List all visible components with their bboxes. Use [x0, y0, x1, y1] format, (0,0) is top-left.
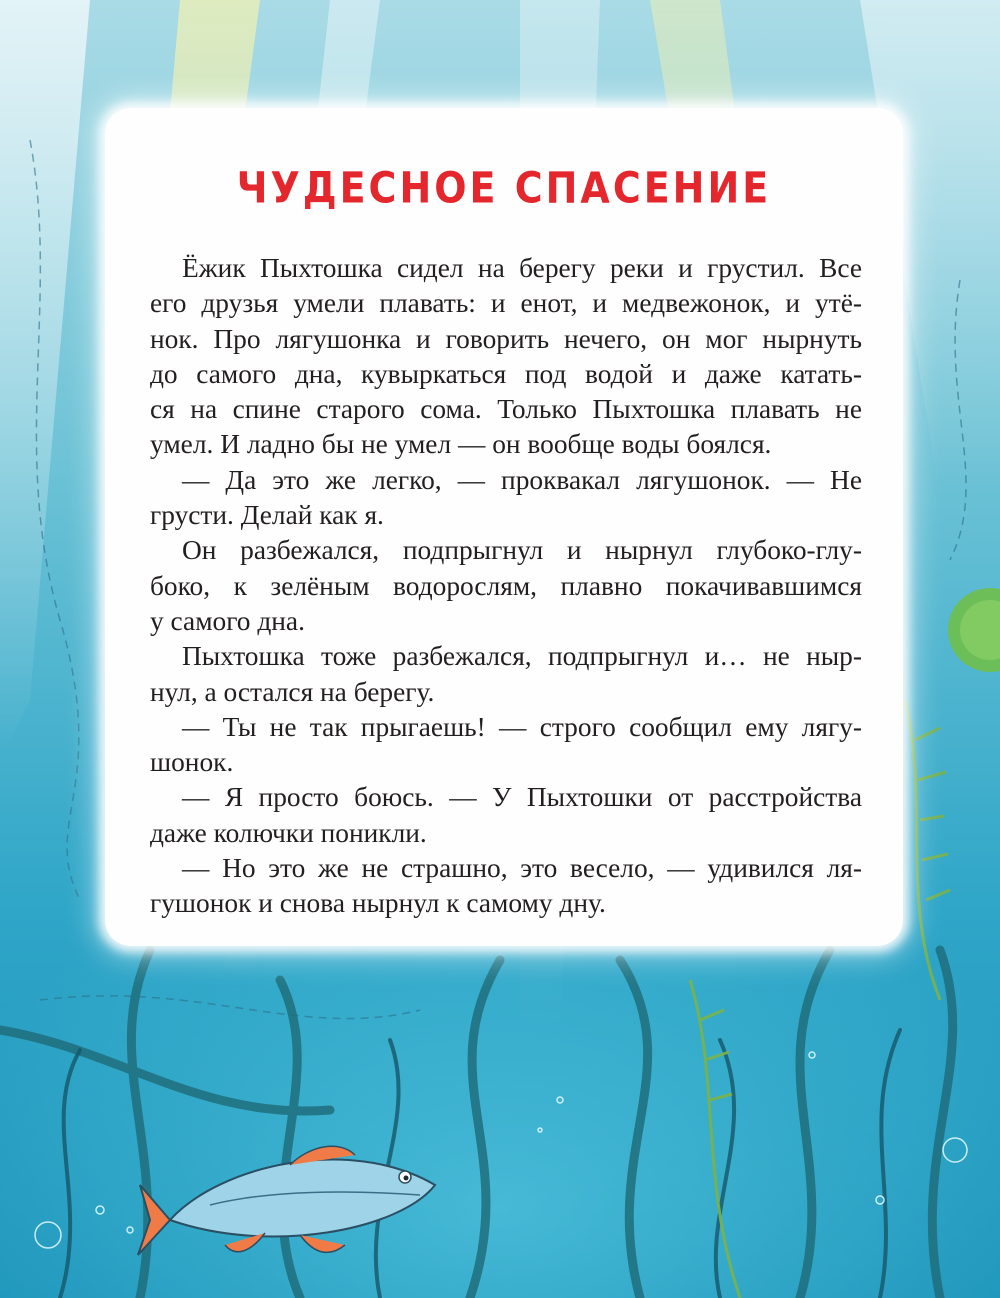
story-line: — Но это же не страшно, это весело, — удивился ля-	[182, 853, 862, 884]
story-line: шонок.	[150, 747, 234, 778]
story-line: боко, к зелёным водорослям, плавно покачивавшимся	[150, 570, 862, 601]
story-line: Ёжик Пыхтошка сидел на берегу реки и грустил. Все	[182, 253, 862, 283]
story-line: — Я просто боюсь. — У Пыхтошки от расстройства	[182, 782, 862, 813]
story-line: его друзья умели плавать: и енот, и медвежонок, и утё-	[150, 288, 862, 319]
story-line: гушонок и снова нырнул к самому дну.	[150, 888, 606, 919]
story-line: Он разбежался, подпрыгнул и нырнул глубоко-глу-	[182, 535, 862, 566]
story-line: Пыхтошка тоже разбежался, подпрыгнул и… не ныр-	[182, 641, 862, 672]
story-line: ся на спине старого сома. Только Пыхтошка плавать не	[150, 394, 862, 425]
story-line: — Да это же легко, — проквакал лягушонок. — Не	[182, 464, 862, 495]
story-body	[150, 251, 862, 922]
story-line: даже колючки поникли.	[150, 817, 427, 848]
story-line: нул, а остался на берегу.	[150, 676, 435, 707]
story-title: ЧУДЕСНОЕ СПАСЕНИЕ	[236, 163, 772, 213]
story-line: до самого дна, кувыркаться под водой и даже катать-	[150, 358, 862, 389]
text-panel	[105, 108, 903, 946]
story-line: умел. И ладно бы не умел — он вообще воды боялся.	[150, 429, 772, 460]
story-line: — Ты не так прыгаешь! — строго сообщил ему лягу-	[182, 711, 862, 742]
story-line: нок. Про лягушонка и говорить нечего, он мог нырнуть	[150, 323, 862, 354]
story-line: грусти. Делай как я.	[150, 500, 384, 531]
story-line: у самого дна.	[150, 605, 305, 636]
